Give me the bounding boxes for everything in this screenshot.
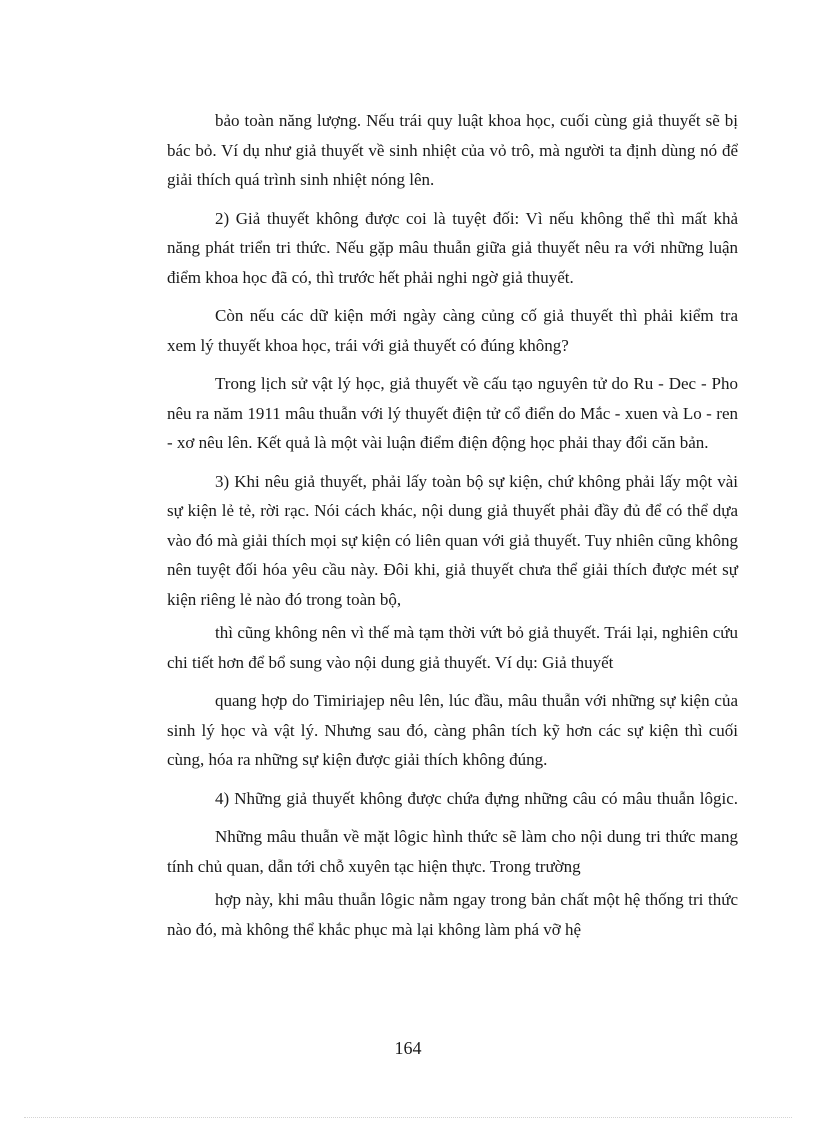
paragraph-5: 3) Khi nêu giả thuyết, phải lấy toàn bộ sự kiện, chứ không phải lấy một vài sự kiện lẻ tẻ, rời rạc. Nói cách khác, nội dung giả thuyết phải đầy đủ để có thể dựa vào đó mà giải thích mọi sự kiện có liên quan với giả thuyết. Tuy nhiên cũng không nên tuyệt đối hóa yêu cầu này. Đôi khi, giả thuyết chưa thể giải thích được mét sự kiện riêng lẻ nào đó trong toàn bộ, [167,471,738,609]
paragraph-10: hợp này, khi mâu thuẫn lôgic nằm ngay trong bản chất một hệ thống tri thức nào đó, mà không thể khắc phục mà lại không làm phá vỡ hệ [167,890,738,939]
paragraph-4: Trong lịch sử vật lý học, giả thuyết về cấu tạo nguyên tử do Ru - Dec - Pho nêu ra năm 1911 mâu thuẫn với lý thuyết điện tử cổ điển do Mắc - xuen và Lo - ren - xơ nêu lên. Kết quả là một vài luận điểm điện động học phải thay đổi căn bản. [167,374,738,452]
paragraph-9: Những mâu thuẫn về mặt lôgic hình thức sẽ làm cho nội dung tri thức mang tính chủ quan, dẫn tới chỗ xuyên tạc hiện thực. Trong trường [167,827,738,876]
paragraph-7: quang hợp do Timiriajep nêu lên, lúc đầu, mâu thuẫn với những sự kiện của sinh lý học và vật lý. Nhưng sau đó, càng phân tích kỹ hơn các sự kiện thì cuối cùng, hóa ra những sự kiện được giải thích không đúng. [167,691,738,769]
body-text [167,106,738,953]
paragraph-1: bảo toàn năng lượng. Nếu trái quy luật khoa học, cuối cùng giả thuyết sẽ bị bác bỏ. Ví dụ như giả thuyết về sinh nhiệt của vỏ trô, mà người ta định dùng nó để giải thích quá trình sinh nhiệt nóng lên. [167,111,738,189]
paragraph-3: Còn nếu các dữ kiện mới ngày càng củng cố giả thuyết thì phải kiểm tra xem lý thuyết khoa học, trái với giả thuyết có đúng không? [167,306,738,355]
page-bottom-divider [24,1117,792,1118]
paragraph-6: thì cũng không nên vì thế mà tạm thời vứt bỏ giả thuyết. Trái lại, nghiên cứu chi tiết hơn để bổ sung vào nội dung giả thuyết. Ví dụ: Giả thuyết [167,623,738,672]
paragraph-2: 2) Giả thuyết không được coi là tuyệt đối: Vì nếu không thể thì mất khả năng phát triển tri thức. Nếu gặp mâu thuẫn giữa giả thuyết nêu ra với những luận điểm khoa học đã có, thì trước hết phải nghi ngờ giả thuyết. [167,208,738,287]
paragraph-8: 4) Những giả thuyết không được chứa đựng những câu có mâu thuẫn lôgic. [215,788,738,808]
page-number: 164 [394,1038,422,1058]
